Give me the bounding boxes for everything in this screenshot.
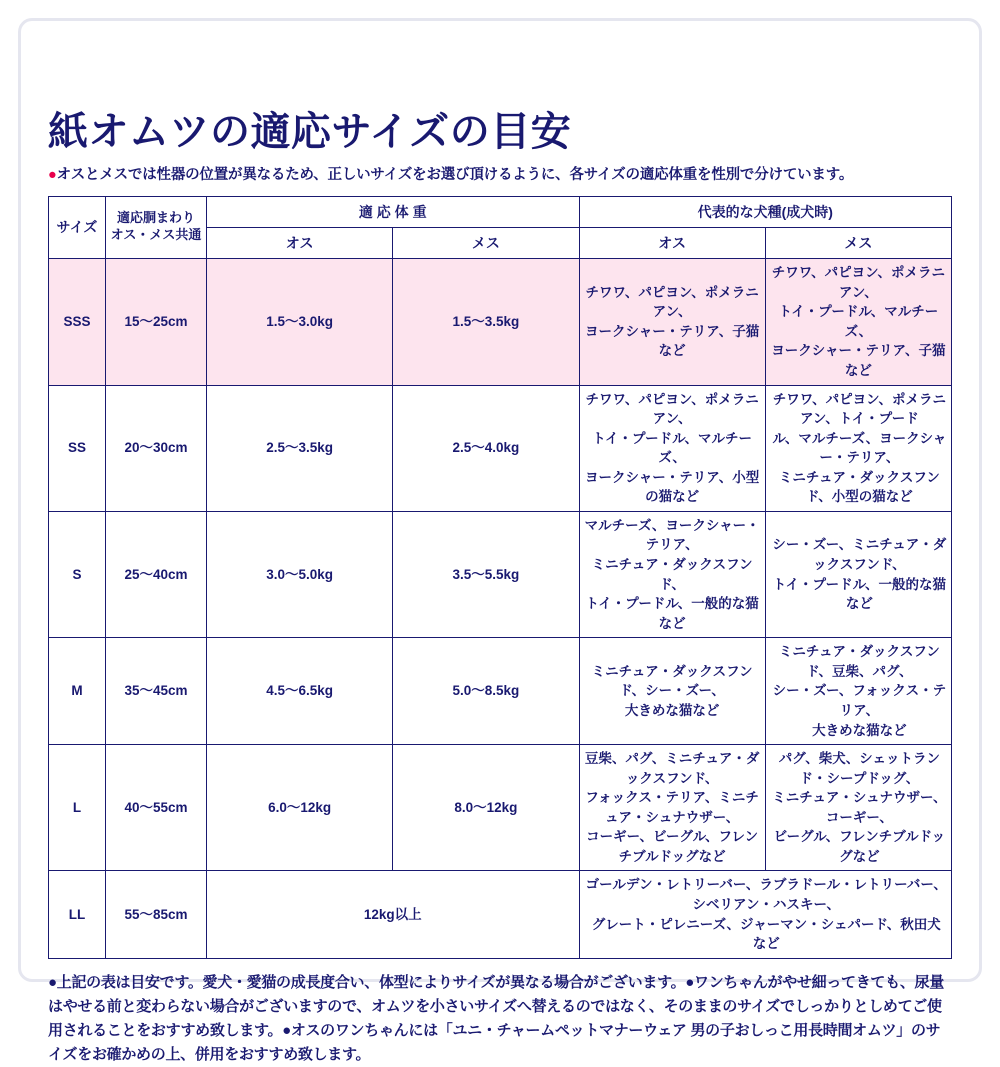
header-waist-line1: 適応胴まわり (116, 210, 195, 226)
table-header (49, 196, 952, 259)
cell-breed-male: ミニチュア・ダックスフンド、シー・ズー、 大きめな猫など (579, 638, 765, 745)
header-breed-group: 代表的な犬種(成犬時) (579, 196, 952, 227)
cell-weight-female: 8.0〜12kg (393, 745, 579, 871)
cell-size: LL (49, 871, 106, 958)
cell-breed-male: チワワ、パピヨン、ポメラニアン、 ヨークシャー・テリア、子猫など (579, 259, 765, 385)
header-weight-male: オス (207, 227, 393, 258)
header-weight-group: 適 応 体 重 (207, 196, 580, 227)
cell-size: M (49, 638, 106, 745)
cell-weight-male: 3.0〜5.0kg (207, 511, 393, 637)
cell-weight-male: 1.5〜3.0kg (207, 259, 393, 385)
table-row (49, 511, 952, 637)
cell-weight-female: 3.5〜5.5kg (393, 511, 579, 637)
lead-note (48, 166, 952, 186)
table-row (49, 871, 952, 958)
content-area (48, 110, 952, 1067)
cell-size: L (49, 745, 106, 871)
header-breed-female: メス (765, 227, 951, 258)
header-waist (106, 196, 207, 259)
cell-breed-male: チワワ、パピヨン、ポメラニアン、 トイ・プードル、マルチーズ、 ヨークシャー・テリア、小型の猫など (579, 385, 765, 511)
cell-breed-female: シー・ズー、ミニチュア・ダックスフンド、 トイ・プードル、一般的な猫など (765, 511, 951, 637)
header-breed-male: オス (579, 227, 765, 258)
cell-weight-combined: 12kg以上 (207, 871, 580, 958)
bullet-marker: ● (48, 167, 57, 183)
cell-waist: 35〜45cm (106, 638, 207, 745)
table-row (49, 259, 952, 385)
cell-weight-female: 1.5〜3.5kg (393, 259, 579, 385)
header-size: サイズ (49, 196, 106, 259)
table-row (49, 745, 952, 871)
cell-weight-female: 2.5〜4.0kg (393, 385, 579, 511)
cell-waist: 55〜85cm (106, 871, 207, 958)
cell-size: SSS (49, 259, 106, 385)
cell-weight-female: 5.0〜8.5kg (393, 638, 579, 745)
cell-weight-male: 4.5〜6.5kg (207, 638, 393, 745)
cell-breed-combined: ゴールデン・レトリーバー、ラブラドール・レトリーバー、シベリアン・ハスキー、 グレート・ピレニーズ、ジャーマン・シェパード、秋田犬など (579, 871, 952, 958)
cell-size: SS (49, 385, 106, 511)
cell-breed-female: チワワ、パピヨン、ポメラニアン、トイ・プード ル、マルチーズ、ヨークシャー・テリア、 ミニチュア・ダックスフンド、小型の猫など (765, 385, 951, 511)
lead-text: オスとメスでは性器の位置が異なるため、正しいサイズをお選び頂けるように、各サイズの適応体重を性別で分けています。 (56, 167, 854, 183)
cell-weight-male: 6.0〜12kg (207, 745, 393, 871)
page-title: 紙オムツの適応サイズの目安 (48, 110, 572, 154)
cell-breed-female: ミニチュア・ダックスフンド、豆柴、パグ、 シー・ズー、フォックス・テリア、 大きめな猫など (765, 638, 951, 745)
table-body (49, 259, 952, 959)
size-chart-table (48, 196, 952, 959)
cell-waist: 15〜25cm (106, 259, 207, 385)
table-row (49, 385, 952, 511)
header-waist-line2: オス・メス共通 (110, 227, 202, 243)
cell-breed-female: チワワ、パピヨン、ポメラニアン、 トイ・プードル、マルチーズ、 ヨークシャー・テリア、子猫など (765, 259, 951, 385)
cell-breed-male: 豆柴、パグ、ミニチュア・ダックスフンド、 フォックス・テリア、ミニチュア・シュナウザー、 コーギー、ビーグル、フレンチブルドッグなど (579, 745, 765, 871)
cell-size: S (49, 511, 106, 637)
table-row (49, 638, 952, 745)
footnotes: ●上記の表は目安です。愛犬・愛猫の成長度合い、体型によりサイズが異なる場合がございます。●ワンちゃんがやせ細ってきても、尿量はやせる前と変わらない場合がございますので、オムツを小さいサイズへ替えるのではなく、そのままのサイズでしっかりとしめてご使用されることをおすすめ致します。●オスのワンちゃんには「ユニ・チャームペットマナーウェア 男の子おしっこ用長時間オムツ」のサイズをお確かめの上、併用をおすすめ致します。 (48, 973, 944, 1063)
cell-waist: 40〜55cm (106, 745, 207, 871)
cell-waist: 20〜30cm (106, 385, 207, 511)
cell-waist: 25〜40cm (106, 511, 207, 637)
header-weight-female: メス (393, 227, 579, 258)
cell-weight-male: 2.5〜3.5kg (207, 385, 393, 511)
table-header-row-1 (49, 196, 952, 227)
cell-breed-female: パグ、柴犬、シェットランド・シープドッグ、 ミニチュア・シュナウザー、コーギー、 ビーグル、フレンチブルドッグなど (765, 745, 951, 871)
cell-breed-male: マルチーズ、ヨークシャー・テリア、 ミニチュア・ダックスフンド、 トイ・プードル、一般的な猫など (579, 511, 765, 637)
